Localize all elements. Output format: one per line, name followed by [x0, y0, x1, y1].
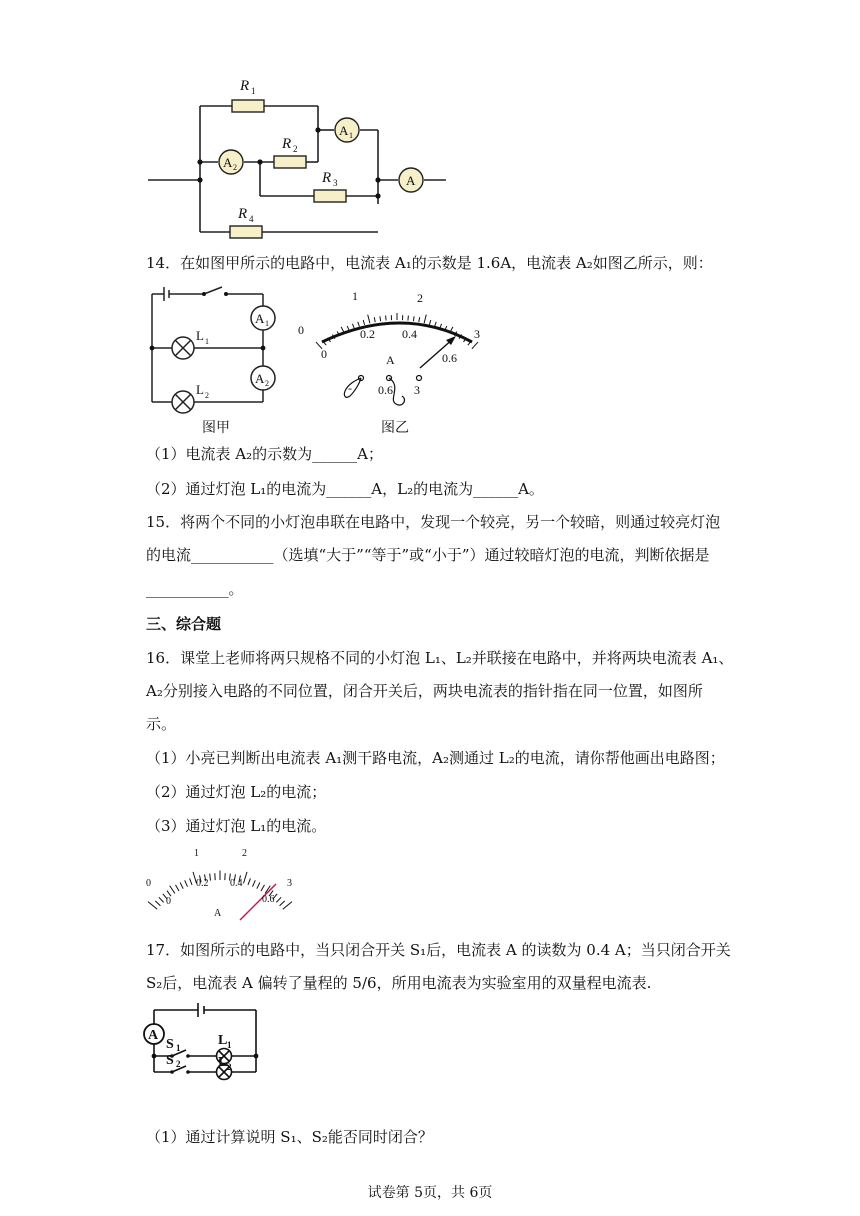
dial-tick: [248, 878, 250, 885]
dial-tick: [280, 901, 285, 906]
svg-text:1: 1: [265, 319, 269, 328]
svg-text:L: L: [218, 1033, 228, 1048]
dial-tick: [283, 902, 292, 910]
svg-text:3: 3: [414, 383, 420, 397]
question-17-part-1: （1）通过计算说明 S₁、S₂能否同时闭合？: [146, 1128, 433, 1146]
dial-tick: [257, 883, 260, 889]
svg-text:0.2: 0.2: [196, 878, 209, 889]
dial-tick: [386, 316, 387, 321]
svg-text:0.4: 0.4: [230, 878, 243, 889]
circuit-figure-resistors: [140, 68, 460, 240]
svg-text:3: 3: [474, 327, 480, 341]
svg-text:0.6: 0.6: [378, 383, 393, 397]
question-14-part-2: （2）通过灯泡 L₁的电流为______A，L₂的电流为______A。: [146, 480, 544, 498]
dial-tick: [176, 885, 180, 891]
svg-text:L: L: [196, 382, 204, 397]
dial-tick: [244, 872, 248, 884]
dial-tick: [374, 317, 375, 322]
svg-text:1: 1: [176, 1043, 181, 1053]
svg-text:2: 2: [417, 291, 423, 305]
svg-text:0.6: 0.6: [442, 351, 457, 365]
svg-text:0: 0: [166, 896, 171, 907]
svg-text:S: S: [166, 1037, 174, 1052]
svg-text:图甲: 图甲: [202, 421, 230, 436]
question-15-line-3: ___________。: [146, 580, 244, 598]
dial-tick: [408, 316, 409, 321]
svg-text:3: 3: [333, 178, 338, 188]
svg-text:1: 1: [227, 1040, 232, 1050]
svg-text:A: A: [223, 155, 233, 170]
svg-text:2: 2: [233, 163, 237, 172]
svg-text:L: L: [218, 1055, 228, 1070]
question-16-part-3: （3）通过灯泡 L₁的电流。: [146, 817, 327, 835]
svg-text:2: 2: [227, 1062, 232, 1072]
question-16-line-3: 示。: [146, 715, 177, 733]
dial-tick: [148, 902, 157, 910]
svg-text:2: 2: [205, 391, 209, 400]
svg-text:-: -: [348, 381, 352, 395]
svg-text:2: 2: [293, 144, 298, 154]
dial-tick: [429, 320, 430, 325]
svg-text:2: 2: [265, 379, 269, 388]
dial-tick: [368, 315, 370, 324]
dial-tick: [363, 320, 364, 325]
dial-tick: [352, 324, 354, 329]
svg-text:A: A: [386, 353, 395, 367]
svg-text:L: L: [196, 328, 204, 343]
svg-text:0.4: 0.4: [402, 327, 417, 341]
svg-text:A: A: [148, 1028, 159, 1043]
question-16-line-1: 16．课堂上老师将两只规格不同的小灯泡 L₁、L₂并联接在电路中，并将两块电流表 A₁、: [146, 649, 734, 667]
page-footer: 试卷第 5页，共 6页: [367, 1185, 493, 1201]
svg-text:1: 1: [349, 131, 353, 140]
dial-tick: [155, 901, 160, 906]
svg-text:2: 2: [242, 848, 247, 859]
svg-text:A: A: [255, 311, 265, 326]
svg-text:R: R: [322, 170, 332, 186]
section-heading: 三、综合题: [146, 615, 222, 633]
ammeter-figure-16: [142, 842, 312, 924]
question-14-part-1: （1）电流表 A₂的示数为______A；: [146, 445, 383, 463]
dial-tick: [190, 878, 192, 885]
svg-text:0: 0: [321, 347, 327, 361]
svg-text:A: A: [214, 908, 222, 919]
circuit-figure-14-jia: [146, 282, 286, 437]
question-15-line-1: 15．将两个不同的小灯泡串联在电路中，发现一个较亮，另一个较暗，则通过较亮灯泡: [146, 513, 721, 531]
dial-tick: [159, 897, 164, 902]
svg-text:1: 1: [352, 289, 358, 303]
question-16-part-2: （2）通过灯泡 L₂的电流；: [146, 783, 327, 801]
svg-text:0.2: 0.2: [360, 327, 375, 341]
question-15-line-2: 的电流___________（选填“大于”“等于”或“小于”）通过较暗灯泡的电流，判断依据是: [146, 546, 710, 564]
svg-text:0: 0: [146, 878, 151, 889]
svg-text:A: A: [339, 123, 349, 138]
dial-tick: [419, 317, 420, 322]
dial-tick: [424, 315, 426, 324]
dial-tick: [210, 874, 211, 881]
question-17-line-1: 17．如图所示的电路中，当只闭合开关 S₁后，电流表 A 的读数为 0.4 A；当只闭合开关: [146, 941, 731, 959]
question-16-part-1: （1）小亮已判断出电流表 A₁测干路电流，A₂测通过 L₂的电流，请你帮他画出电路图；: [146, 749, 725, 767]
svg-text:R: R: [238, 206, 248, 222]
dial-tick: [185, 880, 188, 886]
dial-tick: [472, 342, 478, 349]
dial-tick: [276, 897, 281, 902]
dial-tick: [253, 880, 256, 886]
dial-tick: [170, 886, 175, 894]
svg-text:A: A: [406, 173, 416, 188]
dial-tick: [380, 316, 381, 321]
question-16-line-2: A₂分别接入电路的不同位置，闭合开关后，两块电流表的指针指在同一位置，如图所: [146, 682, 703, 700]
svg-text:2: 2: [176, 1059, 181, 1069]
dial-tick: [413, 316, 414, 321]
dial-tick: [261, 885, 265, 891]
svg-text:0.6: 0.6: [262, 894, 275, 905]
svg-text:4: 4: [249, 214, 254, 224]
dial-tick: [358, 322, 360, 327]
svg-text:S: S: [166, 1053, 174, 1068]
svg-text:0: 0: [298, 323, 304, 337]
svg-text:图乙: 图乙: [381, 421, 409, 436]
svg-text:R: R: [240, 78, 250, 94]
question-17-line-2: S₂后，电流表 A 偏转了量程的 5/6，所用电流表为实验室用的双量程电流表.: [146, 974, 652, 992]
svg-text:1: 1: [194, 848, 199, 859]
circuit-figure-17: [140, 1000, 270, 1086]
question-14: 14．在如图甲所示的电路中，电流表 A₁的示数是 1.6A，电流表 A₂如图乙所示，则：: [146, 254, 713, 272]
dial-tick: [435, 322, 437, 327]
svg-text:1: 1: [205, 337, 209, 346]
ammeter-figure-14-yi: [290, 282, 500, 437]
svg-text:3: 3: [287, 878, 292, 889]
svg-text:R: R: [282, 136, 292, 152]
svg-text:A: A: [255, 371, 265, 386]
dial-tick: [180, 883, 183, 889]
svg-text:1: 1: [251, 86, 256, 96]
